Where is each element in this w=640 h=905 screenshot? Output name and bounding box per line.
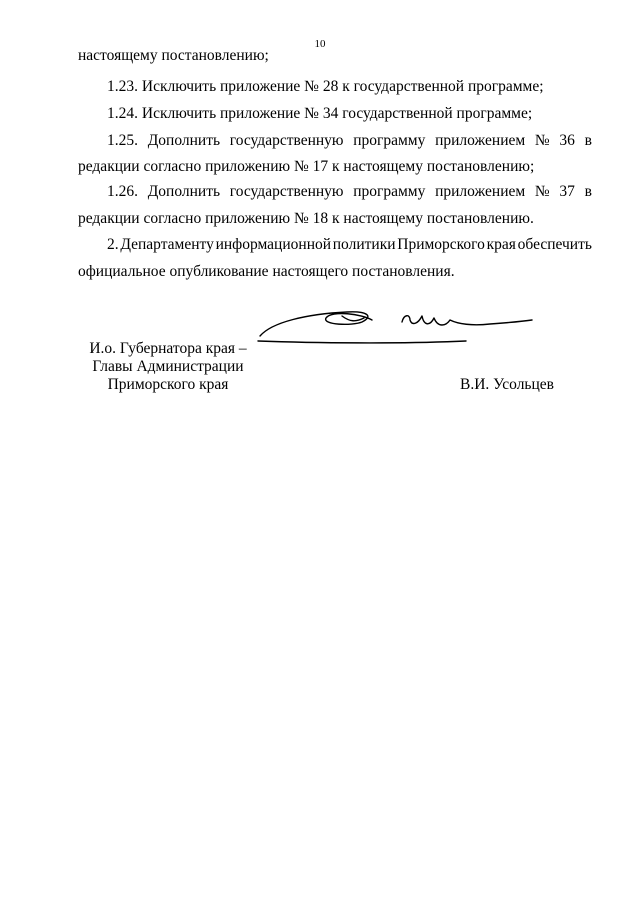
- word: политики: [332, 236, 396, 253]
- word: №: [534, 183, 550, 200]
- item-2-line1: [107, 236, 592, 254]
- word: №: [534, 132, 550, 149]
- signatory-title-line2: Главы Администрации: [92, 358, 244, 375]
- word: 1.25.: [107, 132, 138, 149]
- word: Дополнить: [147, 183, 221, 200]
- word: 37: [559, 183, 575, 200]
- word: программу: [353, 183, 426, 200]
- signatory-title-line1: И.о. Губернатора края –: [89, 340, 247, 357]
- page-number: 10: [314, 38, 326, 50]
- item-1-23: 1.23. Исключить приложение № 28 к государственной программе;: [107, 78, 544, 95]
- paragraph-continuation: настоящему постановлению;: [78, 47, 269, 64]
- word: Департаменту: [120, 236, 214, 253]
- word: государственную: [229, 183, 344, 200]
- word: приложением: [435, 132, 526, 149]
- signatory-title-line3: Приморского края: [107, 376, 229, 393]
- word: края: [486, 236, 516, 253]
- signatory-name: В.И. Усольцев: [460, 376, 554, 393]
- item-2-line2: официальное опубликование настоящего постановления.: [78, 263, 455, 280]
- word: 2.: [107, 236, 119, 253]
- word: Дополнить: [147, 132, 221, 149]
- word: в: [584, 132, 592, 149]
- word: программу: [353, 132, 426, 149]
- signatory-title: [78, 340, 258, 394]
- handwritten-signature: [252, 300, 542, 360]
- word: информационной: [215, 236, 332, 253]
- item-1-26-line2: редакции согласно приложению № 18 к настоящему постановлению.: [78, 210, 534, 227]
- item-1-25-line1: [107, 132, 592, 150]
- word: государственную: [229, 132, 344, 149]
- word: Приморского: [397, 236, 485, 253]
- word: 36: [559, 132, 575, 149]
- word: обеспечить: [517, 236, 592, 253]
- item-1-24: 1.24. Исключить приложение № 34 государственной программе;: [107, 105, 533, 122]
- item-1-26-line1: [107, 183, 592, 201]
- word: приложением: [435, 183, 526, 200]
- word: 1.26.: [107, 183, 138, 200]
- item-1-25-line2: редакции согласно приложению № 17 к настоящему постановлению;: [78, 158, 535, 175]
- word: в: [584, 183, 592, 200]
